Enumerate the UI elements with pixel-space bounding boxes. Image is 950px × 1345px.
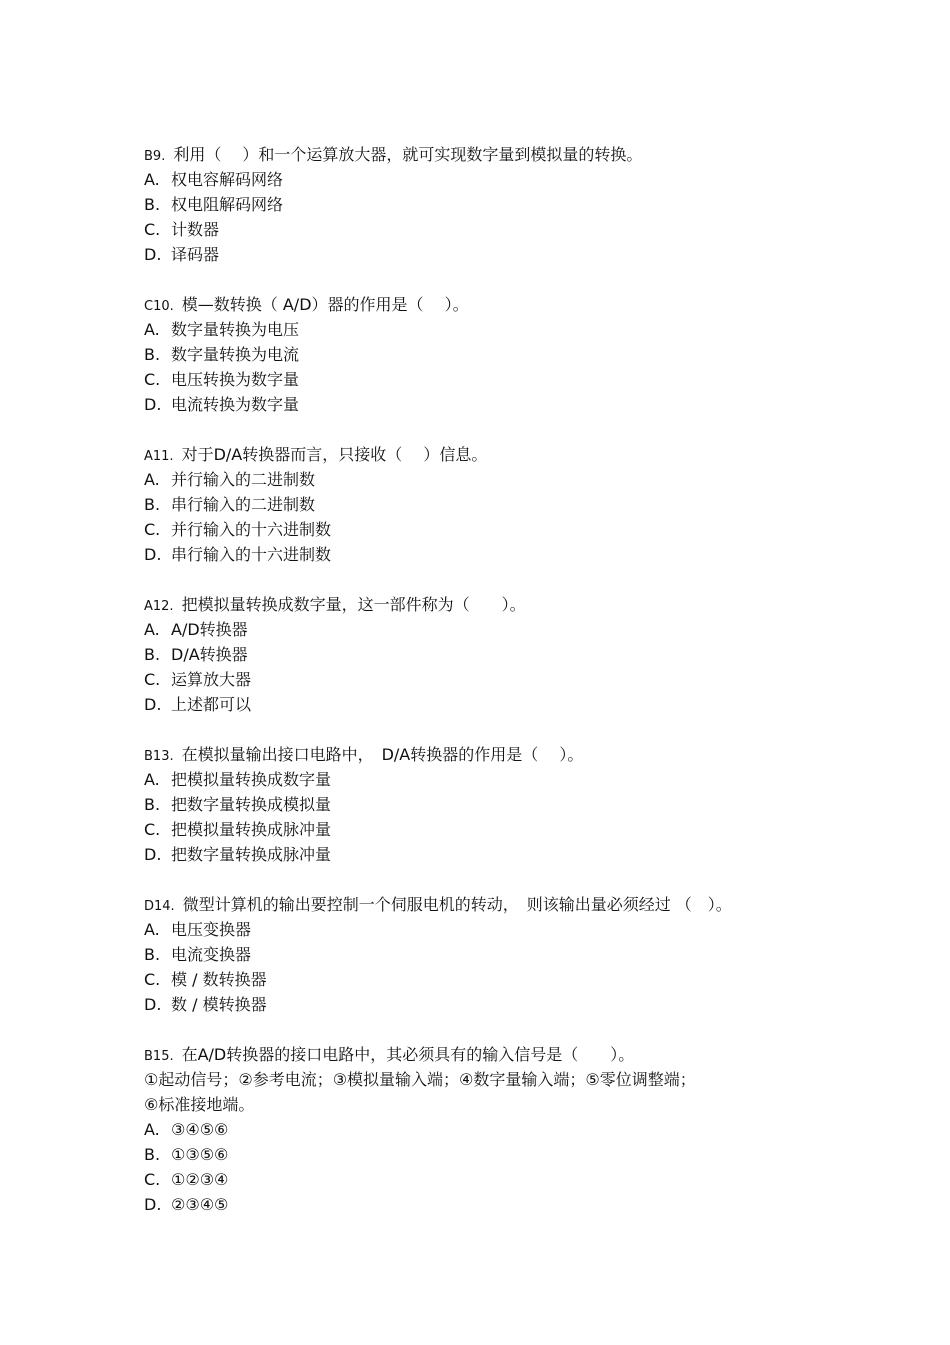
answer-option	[144, 192, 904, 217]
question-block	[144, 592, 904, 717]
option-text: 电压转换为数字量	[171, 370, 300, 389]
option-text: 数 / 模转换器	[171, 995, 267, 1014]
option-letter: C.	[144, 970, 161, 989]
question-number: A12.	[144, 599, 174, 614]
answer-option	[144, 167, 904, 192]
option-letter: D.	[144, 695, 162, 714]
option-text: 运算放大器	[171, 670, 252, 689]
question-note: ①起动信号；②参考电流；③模拟量输入端；④数字量输入端；⑤零位调整端；	[144, 1070, 696, 1089]
option-text: D/A转换器	[171, 645, 248, 664]
answer-option	[144, 217, 904, 242]
option-letter: A.	[144, 1120, 160, 1139]
question-text: 微型计算机的输出要控制一个伺服电机的转动， 则该输出量必须经过 （ ）。	[182, 895, 732, 914]
option-text: ①③⑤⑥	[171, 1145, 229, 1164]
answer-option	[144, 367, 904, 392]
question-block	[144, 892, 904, 1017]
option-letter: C.	[144, 820, 161, 839]
option-letter: C.	[144, 520, 161, 539]
answer-option	[144, 642, 904, 667]
option-text: 计数器	[171, 220, 220, 239]
option-text: 权电阻解码网络	[171, 195, 284, 214]
question-stem	[144, 892, 904, 917]
answer-option	[144, 1117, 904, 1142]
answer-option	[144, 817, 904, 842]
question-number: B13.	[144, 749, 174, 764]
option-letter: D.	[144, 545, 162, 564]
option-text: 把数字量转换成模拟量	[171, 795, 332, 814]
option-text: ①②③④	[171, 1170, 229, 1189]
answer-option	[144, 967, 904, 992]
option-letter: D.	[144, 995, 162, 1014]
question-number: B15.	[144, 1049, 174, 1064]
question-number: D14.	[144, 899, 175, 914]
question-note: ⑥标准接地端。	[144, 1095, 255, 1114]
option-letter: D.	[144, 245, 162, 264]
option-letter: C.	[144, 670, 161, 689]
option-text: 电压变换器	[171, 920, 252, 939]
option-letter: B.	[144, 495, 161, 514]
option-text: 数字量转换为电流	[171, 345, 300, 364]
option-text: 电流变换器	[171, 945, 252, 964]
question-block	[144, 442, 904, 567]
option-letter: C.	[144, 370, 161, 389]
option-text: 权电容解码网络	[171, 170, 284, 189]
question-text: 对于D/A转换器而言，只接收（ ）信息。	[181, 445, 488, 464]
answer-option	[144, 992, 904, 1017]
question-stem	[144, 592, 904, 617]
option-text: A/D转换器	[171, 620, 248, 639]
question-number: A11.	[144, 449, 174, 464]
answer-option	[144, 917, 904, 942]
answer-option	[144, 767, 904, 792]
answer-option	[144, 692, 904, 717]
question-stem	[144, 142, 904, 167]
question-stem	[144, 1042, 904, 1067]
question-stem	[144, 742, 904, 767]
answer-option	[144, 1142, 904, 1167]
option-letter: B.	[144, 645, 161, 664]
answer-option	[144, 542, 904, 567]
question-block	[144, 742, 904, 867]
answer-option	[144, 317, 904, 342]
option-letter: A.	[144, 170, 160, 189]
option-text: 译码器	[171, 245, 220, 264]
option-letter: C.	[144, 220, 161, 239]
option-text: 数字量转换为电压	[171, 320, 300, 339]
option-letter: D.	[144, 845, 162, 864]
option-text: 串行输入的二进制数	[171, 495, 316, 514]
option-text: 把模拟量转换成脉冲量	[171, 820, 332, 839]
question-stem	[144, 442, 904, 467]
question-text: 把模拟量转换成数字量，这一部件称为（ ）。	[181, 595, 526, 614]
option-letter: A.	[144, 320, 160, 339]
option-letter: D.	[144, 395, 162, 414]
answer-option	[144, 467, 904, 492]
question-block	[144, 1042, 904, 1217]
answer-option	[144, 342, 904, 367]
answer-option	[144, 792, 904, 817]
option-letter: A.	[144, 770, 160, 789]
option-letter: A.	[144, 920, 160, 939]
question-text: 在A/D转换器的接口电路中，其必须具有的输入信号是（ ）。	[181, 1045, 635, 1064]
option-text: 把数字量转换成脉冲量	[171, 845, 332, 864]
answer-option	[144, 667, 904, 692]
answer-option	[144, 492, 904, 517]
option-letter: A.	[144, 620, 160, 639]
option-text: 电流转换为数字量	[171, 395, 300, 414]
option-text: ②③④⑤	[171, 1195, 229, 1214]
question-block	[144, 292, 904, 417]
document-page	[144, 142, 904, 1242]
option-letter: B.	[144, 1145, 161, 1164]
answer-option	[144, 842, 904, 867]
option-letter: B.	[144, 795, 161, 814]
question-stem	[144, 292, 904, 317]
option-letter: A.	[144, 470, 160, 489]
question-text: 利用（ ）和一个运算放大器，就可实现数字量到模拟量的转换。	[173, 145, 643, 164]
option-letter: C.	[144, 1170, 161, 1189]
option-letter: B.	[144, 345, 161, 364]
answer-option	[144, 617, 904, 642]
question-block	[144, 142, 904, 267]
question-text: 模—数转换（ A/D）器的作用是（ ）。	[181, 295, 469, 314]
option-letter: B.	[144, 195, 161, 214]
question-number: B9.	[144, 149, 166, 164]
question-text: 在模拟量输出接口电路中， D/A转换器的作用是（ ）。	[181, 745, 584, 764]
answer-option	[144, 942, 904, 967]
option-text: 并行输入的十六进制数	[171, 520, 332, 539]
answer-option	[144, 242, 904, 267]
option-text: 模 / 数转换器	[171, 970, 267, 989]
answer-option	[144, 517, 904, 542]
option-text: 并行输入的二进制数	[171, 470, 316, 489]
answer-option	[144, 1167, 904, 1192]
option-letter: B.	[144, 945, 161, 964]
option-text: ③④⑤⑥	[171, 1120, 229, 1139]
option-letter: D.	[144, 1195, 162, 1214]
answer-option	[144, 1192, 904, 1217]
option-text: 串行输入的十六进制数	[171, 545, 332, 564]
option-text: 把模拟量转换成数字量	[171, 770, 332, 789]
option-text: 上述都可以	[171, 695, 252, 714]
question-number: C10.	[144, 299, 174, 314]
answer-option	[144, 392, 904, 417]
